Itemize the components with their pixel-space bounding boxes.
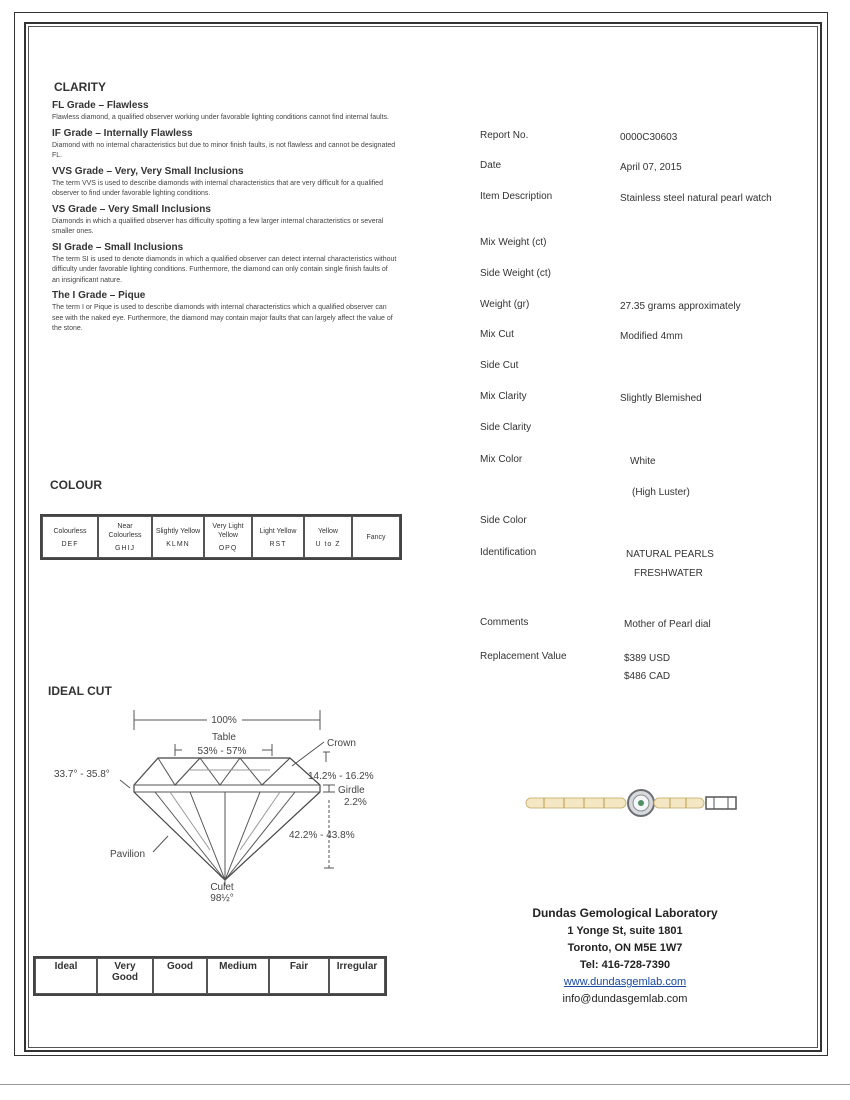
grade-title: The I Grade – Pique [52,290,146,301]
report-label: Side Clarity [480,422,532,433]
report-label: Side Weight (ct) [480,268,551,279]
colour-cell [98,516,152,558]
grade-title: SI Grade – Small Inclusions [52,241,184,253]
colour-cell [204,516,252,558]
lab-website-link[interactable]: www.dundasgemlab.com [563,976,687,988]
colour-scale-table [40,514,402,560]
report-label: Weight (gr) [480,299,530,310]
grade-if [52,128,397,162]
lab-address-line2: Toronto, ON M5E 1W7 [567,942,683,954]
report-label: Comments [480,617,529,628]
colour-group-codes: RST [269,540,287,548]
lab-email[interactable]: info@dundasgemlab.com [562,993,688,1005]
report-label: Report No. [480,130,529,141]
cut-grade-cell: Fair [269,958,329,994]
report-value: April 07, 2015 [620,162,682,173]
crown-angle-label: 33.7° - 35.8° [54,769,110,780]
lab-name: Dundas Gemological Laboratory [532,906,718,920]
grade-vvs [52,166,397,200]
grade-title: FL Grade – Flawless [52,100,149,111]
colour-group-name: Very Light Yellow [212,523,244,539]
colour-group-codes: DEF [61,540,79,548]
grade-fl [52,100,397,124]
grade-description: The term SI is used to denote diamonds in which a qualified observer can detect internal characteristics without difficulty under favorable lighting conditions. Furthermore, the diamond can only contain single finish faults of an insignificant nature. [52,255,397,284]
report-value: 27.35 grams approximately [620,301,741,312]
colour-fancy-cell: Fancy [352,516,400,558]
colour-cell [42,516,98,558]
lab-contact [500,906,750,1010]
report-label: Item Description [480,191,553,202]
colour-group-name: Yellow [318,527,338,535]
colour-group-codes: OPQ [218,545,238,552]
report-value: NATURAL PEARLS [626,549,714,560]
grade-description: The term I or Pique is used to describe diamonds with internal characteristics which a qualified observer can see with the naked eye. Furthermore, the diamond may contain major faults that can largely affect the value of the stone. [52,304,393,332]
ideal-cut-title: IDEAL CUT [48,684,112,698]
report-value: $389 USD [624,653,671,664]
report-label: Side Cut [480,360,519,371]
colour-cell [252,516,304,558]
grade-description: Diamonds in which a qualified observer has difficulty spotting a few larger internal characteristics or several smaller ones. [52,217,384,235]
colour-group-name: Near Colourless [108,523,142,539]
colour-group-codes: GHIJ [115,545,135,552]
crown-height-label: 14.2% - 16.2% [308,771,374,782]
lab-address-line1: 1 Yonge St, suite 1801 [567,925,683,937]
report-label: Identification [480,547,537,558]
report-value: (High Luster) [632,487,690,498]
pearl-bracelet-left [526,798,626,808]
clarity-title: CLARITY [54,80,106,94]
report-label: Date [480,160,502,171]
culet-value-label: 98½° [210,893,234,904]
pavilion-depth-label: 42.2% - 43.8% [289,830,355,841]
watch-case [628,790,654,816]
report-label: Mix Clarity [480,391,527,402]
colour-cell [304,516,352,558]
report-label: Mix Weight (ct) [480,237,547,248]
girdle-value-label: 2.2% [344,797,367,808]
cut-grade-cell: Medium [207,958,269,994]
bottom-rule [0,1084,850,1085]
grade-i [52,290,397,335]
colour-group-codes: U to Z [315,540,341,548]
report-value: Stainless steel natural pearl watch [620,193,772,204]
lab-phone: Tel: 416-728-7390 [579,959,671,971]
report-value: $486 CAD [624,671,671,682]
grade-si [52,242,397,287]
culet-label: Culet [210,882,234,893]
crown-label: Crown [327,738,356,749]
report-label: Mix Cut [480,329,514,340]
cut-grade-cell: Very Good [97,958,153,994]
report-value: White [630,456,656,467]
grade-description: Diamond with no internal characteristics but due to minor finish faults, is not flawless and cannot be designated FL. [52,141,396,159]
width-label: 100% [211,715,237,726]
grade-title: VVS Grade – Very, Very Small Inclusions [52,165,244,177]
table-label: Table [212,732,236,743]
cut-grade-cell: Irregular [329,958,385,994]
table-range-label: 53% - 57% [197,746,247,757]
cut-grade-cell: Good [153,958,207,994]
clarity-section [52,80,397,339]
report-label: Side Color [480,515,527,526]
grade-title: IF Grade – Internally Flawless [52,127,193,139]
cut-grade-cell: Ideal [35,958,97,994]
watch-clasp [706,797,736,809]
grade-description: Flawless diamond, a qualified observer working under favorable lighting conditions cannot find internal faults. [52,114,389,121]
crown-pointer [292,742,324,766]
colour-title: COLOUR [50,478,102,492]
grade-description: The term VVS is used to describe diamonds with internal characteristics that are very difficult for a qualified observer to find under favorable lighting conditions. [52,179,383,197]
report-value: 0000C30603 [620,132,678,143]
pavilion-label: Pavilion [110,849,146,860]
cut-grade-scale [33,956,387,996]
pearl-bracelet-right [654,798,704,808]
report-label: Mix Color [480,454,523,465]
colour-group-name: Slightly Yellow [155,527,201,535]
report-value: Modified 4mm [620,331,683,342]
report-value: Mother of Pearl dial [624,619,711,630]
colour-group-name: Light Yellow [259,527,297,535]
colour-group-codes: KLMN [166,540,190,548]
colour-cell [152,516,204,558]
grade-title: VS Grade – Very Small Inclusions [52,203,211,215]
report-label: Replacement Value [480,651,567,662]
watch-photo [524,784,739,820]
diamond-cut-diagram [40,700,400,910]
report-value: FRESHWATER [634,568,703,579]
colour-group-name: Colourless [53,527,87,535]
grade-vs [52,204,397,238]
report-value: Slightly Blemished [620,393,702,404]
girdle-label: Girdle [338,785,365,796]
